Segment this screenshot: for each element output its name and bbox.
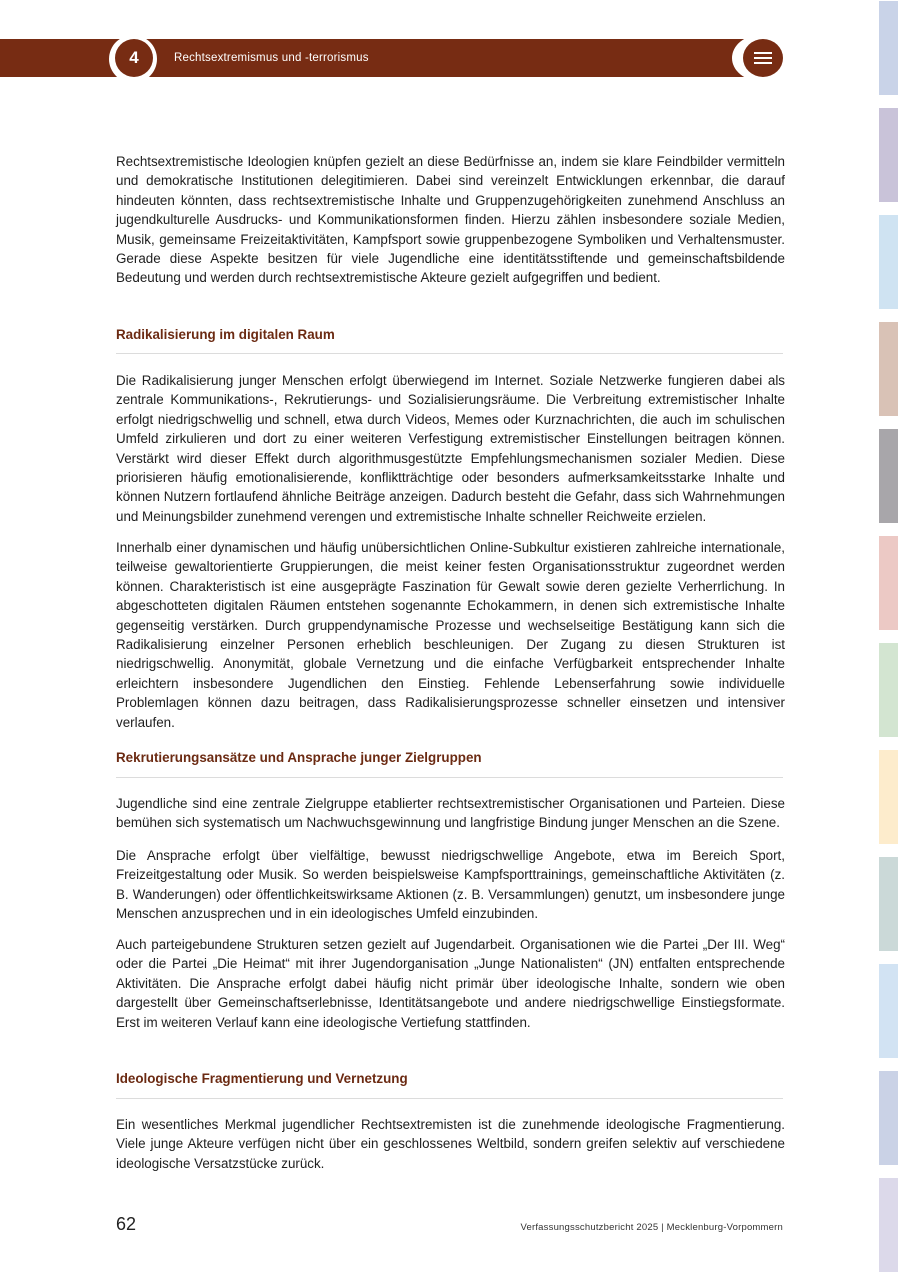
chapter-tab[interactable] — [879, 322, 898, 416]
body-paragraph: Innerhalb einer dynamischen und häufig unübersichtlichen Online-Subkultur existieren zahlreiche internationale, teilweise gewaltorientierte Gruppierungen, die meist keiner festen Organisationsstruktur zugeordnet werden können. Charakteristisch ist eine ausgeprägte Faszination für Gewalt sowie deren gezielte Verherrlichung. In abgeschotteten digitalen Räumen entstehen sogenannte Echokammern, in denen sich extremistische Inhalte gegenseitig verstärken. Durch gruppendynamische Prozesse und wechselseitige Bestätigung kann sich die Radikalisierung einzelner Personen erheblich beschleunigen. Der Zugang zu diesen Strukturen ist niedrigschwellig. Anonymität, globale Vernetzung und die einfache Verfügbarkeit entsprechender Inhalte erleichtern insbesondere Jugendlichen den Einstieg. Fehlende Lebenserfahrung sowie individuelle Problemlagen können dazu beitragen, dass Radikalisierungsprozesse schneller einsetzen und intensiver verlaufen. — [116, 540, 785, 730]
chapter-tab[interactable] — [879, 429, 898, 523]
intro-paragraph: Rechtsextremistische Ideologien knüpfen gezielt an diese Bedürfnisse an, indem sie klare Feindbilder vermitteln und demokratische Institutionen delegitimieren. Dabei sind vereinzelt Entwicklungen erkennbar, die darauf hindeuten könnten, dass rechtsextremistische Inhalte und Gruppenzugehörigkeiten zunehmend Anschluss an jugendkulturelle Ausdrucks- und Kommunikationsformen finden. Hierzu zählen insbesondere soziale Medien, Musik, gemeinsame Freizeitaktivitäten, Kampfsport sowie gruppenbezogene Symboliken und Verhaltensmuster. Gerade diese Aspekte besitzen für viele Jugendliche eine identitätsstiftende und gemeinschaftsbildende Bedeutung und werden durch rechtsextremistische Akteure gezielt aufgegriffen und bedient. — [116, 154, 785, 286]
chapter-tabs — [879, 0, 898, 1272]
body-paragraph: Die Ansprache erfolgt über vielfältige, bewusst niedrigschwellige Angebote, etwa im Bereich Sport, Freizeitgestaltung oder Musik. So werden beispielsweise Kampfsporttrainings, gemeinschaftliche Aktivitäten (z. B. Wanderungen) oder öffentlichkeitswirksame Aktionen (z. B. Versammlungen) genutzt, um insbesondere junge Menschen anzusprechen und in ein ideologisches Umfeld einzubinden. — [116, 848, 785, 922]
chapter-tab[interactable] — [879, 1071, 898, 1165]
body-paragraph: Die Radikalisierung junger Menschen erfolgt überwiegend im Internet. Soziale Netzwerke fungieren dabei als zentrale Kommunikations-, Rekrutierungs- und Sozialisierungsräume. Die Verbreitung extremistischer Inhalte erfolgt niedrigschwellig und schnell, etwa durch Videos, Memes oder Kurznachrichten, die auch im schulischen Umfeld zirkulieren und dort zu einer weiteren Verfestigung extremistischer Einstellungen beitragen können. Verstärkt wird dieser Effekt durch algorithmusgestützte Empfehlungsmechanismen sozialer Medien. Diese priorisieren häufig emotionalisierende, konfliktträchtige oder besonders aufmerksamkeitsstarke Inhalte und können Nutzern fortlaufend ähnliche Beiträge anzeigen. Dadurch besteht die Gefahr, dass sich Wahrnehmungen und Meinungsbilder zunehmend verengen und extremistische Inhalte schneller Reichweite erzielen. — [116, 373, 785, 524]
hamburger-menu-icon — [754, 52, 772, 54]
page-number: 62 — [116, 1214, 137, 1234]
body-paragraph: Ein wesentliches Merkmal jugendlicher Rechtsextremisten ist die zunehmende ideologische Fragmentierung. Viele junge Akteure verfügen nicht über ein geschlossenes Weltbild, sondern greifen selektiv auf verschiedene ideologische Versatzstücke zurück. — [116, 1117, 785, 1171]
chapter-title: Rechtsextremismus und -terrorismus — [174, 52, 369, 64]
chapter-number: 4 — [115, 39, 153, 77]
chapter-tab[interactable] — [879, 964, 898, 1058]
menu-button[interactable] — [743, 39, 783, 77]
section-divider — [116, 777, 783, 778]
hamburger-menu-icon — [754, 62, 772, 64]
body-paragraph: Jugendliche sind eine zentrale Zielgruppe etablierter rechtsextremistischer Organisationen und Parteien. Diese bemühen sich systematisch um Nachwuchsgewinnung und langfristige Bindung junger Menschen an die Szene. — [116, 796, 785, 831]
section-heading: Ideologische Fragmentierung und Vernetzung — [116, 1071, 408, 1086]
body-paragraph: Auch parteigebundene Strukturen setzen gezielt auf Jugendarbeit. Organisationen wie die Partei „Der III. Weg“ oder die Partei „Die Heimat“ mit ihrer Jugendorganisation „Junge Nationalisten“ (JN) entfalten entsprechende Aktivitäten. Die Ansprache erfolgt dabei häufig nicht primär über ideologische Inhalte, sondern wie oben dargestellt über Gemeinschaftserlebnisse, Identitätsangebote und andere niedrigschwellige Einstiegsformate. Erst im weiteren Verlauf kann eine ideologische Vertiefung stattfinden. — [116, 937, 785, 1030]
section-divider — [116, 1098, 783, 1099]
chapter-tab[interactable] — [879, 750, 898, 844]
publication-footer: Verfassungsschutzbericht 2025 | Mecklenburg-Vorpommern — [520, 1222, 783, 1233]
chapter-tab[interactable] — [879, 108, 898, 202]
chapter-tab[interactable] — [879, 857, 898, 951]
chapter-tab[interactable] — [879, 643, 898, 737]
chapter-tab[interactable] — [879, 1178, 898, 1272]
section-heading: Radikalisierung im digitalen Raum — [116, 327, 335, 342]
chapter-tab[interactable] — [879, 215, 898, 309]
chapter-tab[interactable] — [879, 1, 898, 95]
chapter-tab[interactable] — [879, 536, 898, 630]
section-divider — [116, 353, 783, 354]
hamburger-menu-icon — [754, 57, 772, 59]
section-heading: Rekrutierungsansätze und Ansprache junger Zielgruppen — [116, 750, 482, 765]
